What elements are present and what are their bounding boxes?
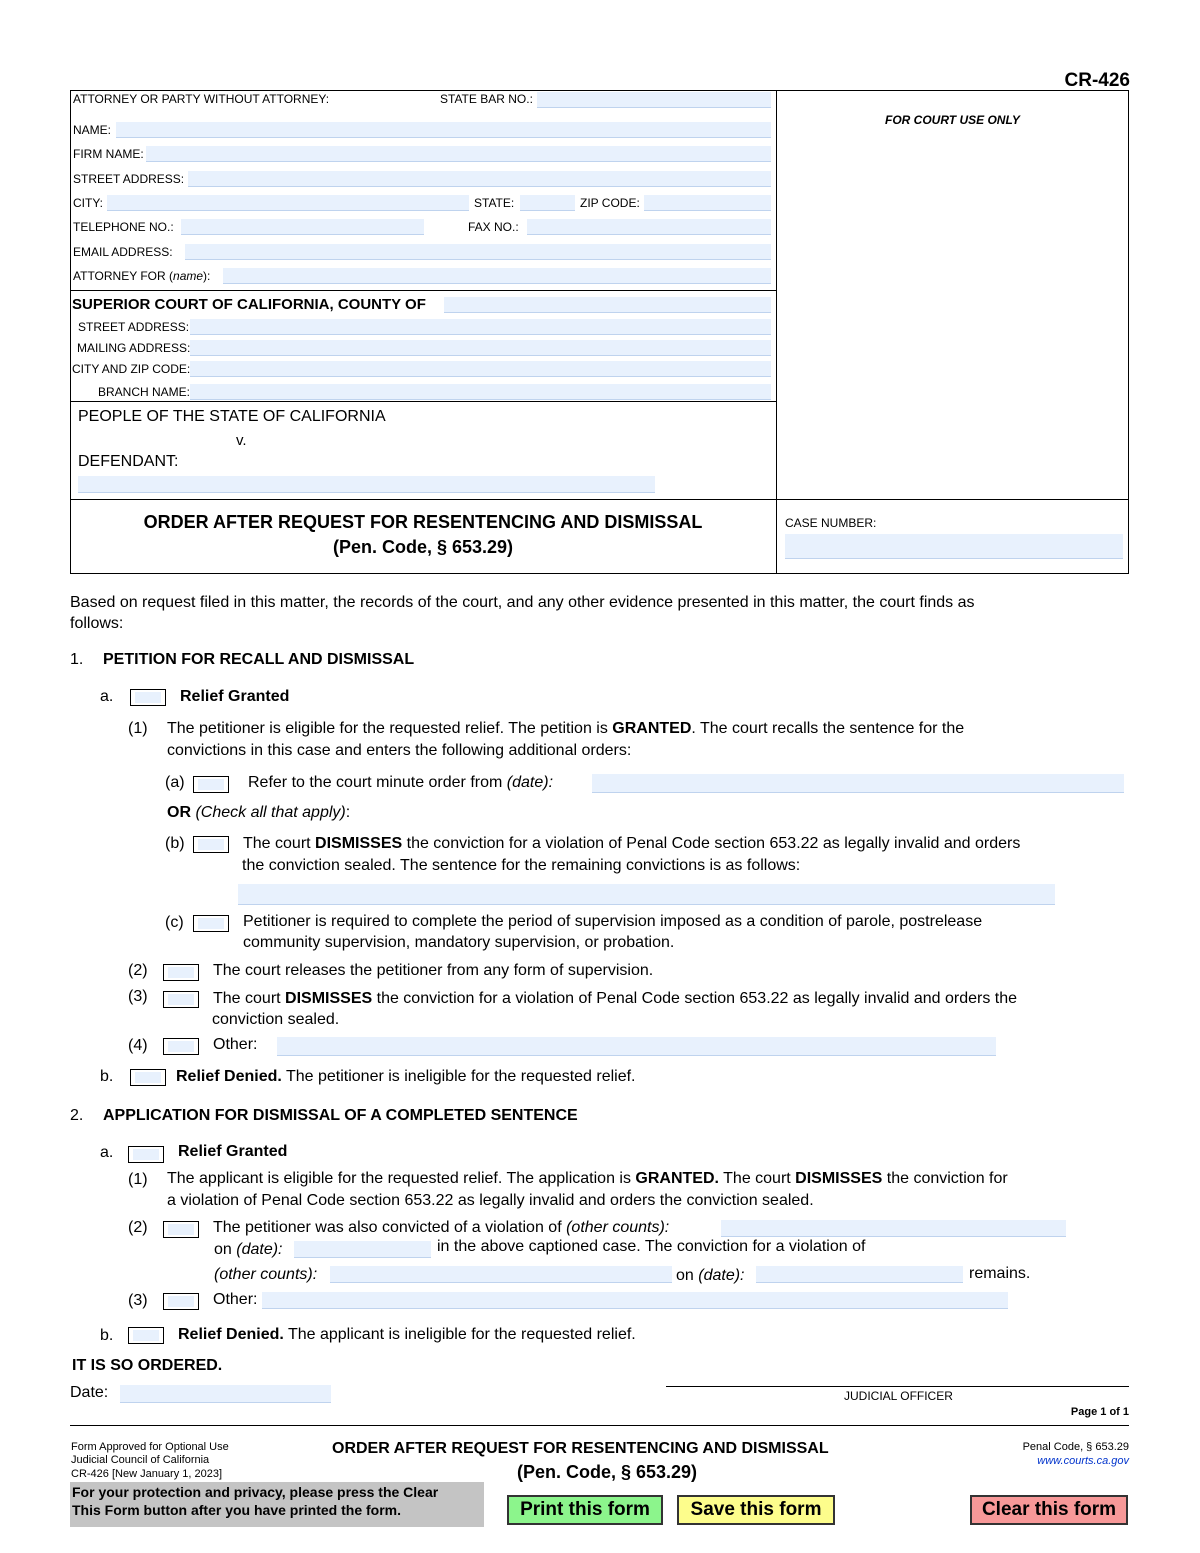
date-label: Date: — [70, 1384, 109, 1401]
s2-relief-granted-label: Relief Granted — [178, 1143, 288, 1160]
footer-left-1: Form Approved for Optional Use — [71, 1441, 229, 1453]
s2-p1-text: The applicant is eligible for the requested relief. The application is GRANTED. The court DISMISSES the conviction for — [167, 1170, 1008, 1187]
s2-other-counts-field[interactable] — [721, 1220, 1066, 1237]
footer-left-3: CR-426 [New January 1, 2023] — [71, 1468, 223, 1480]
attorney-label: ATTORNEY OR PARTY WITHOUT ATTORNEY: — [73, 92, 330, 106]
zip-label: ZIP CODE: — [580, 196, 640, 210]
phone-label: TELEPHONE NO.: — [73, 220, 174, 234]
county-field[interactable] — [444, 297, 771, 313]
s2-other-counts-2-label: (other counts): — [214, 1266, 318, 1283]
attorney-for-label: ATTORNEY FOR (name): — [73, 269, 211, 283]
street-field[interactable] — [188, 171, 771, 187]
s2-p1-text-2: a violation of Penal Code section 653.22 as legally invalid and orders the conviction sealed. — [167, 1192, 814, 1209]
street-label: STREET ADDRESS: — [73, 172, 185, 186]
versus-label: v. — [236, 432, 247, 449]
privacy-line-1: For your protection and privacy, please press the Clear — [72, 1484, 439, 1500]
s2-also-convicted-checkbox[interactable] — [163, 1221, 199, 1238]
form-id: CR-426 — [1064, 70, 1130, 91]
people-label: PEOPLE OF THE STATE OF CALIFORNIA — [78, 408, 386, 425]
clear-form-button[interactable]: Clear this form — [970, 1495, 1128, 1525]
fax-label: FAX NO.: — [468, 220, 519, 234]
doc-title: ORDER AFTER REQUEST FOR RESENTENCING AND DISMISSAL — [143, 512, 703, 532]
s2-on-date-2-text: on (date): — [676, 1267, 745, 1284]
state-label: STATE: — [474, 196, 515, 210]
s1-dismiss-sealed-text-2: conviction sealed. — [212, 1011, 340, 1028]
footer-subtitle: (Pen. Code, § 653.29) — [516, 1462, 698, 1482]
caption-divider — [776, 90, 777, 574]
s1-dismiss-text-2: the conviction sealed. The sentence for the remaining convictions is as follows: — [242, 857, 801, 874]
s2-b-letter: b. — [100, 1327, 114, 1344]
case-number-field[interactable] — [785, 534, 1123, 559]
city-field[interactable] — [107, 195, 469, 211]
intro-text: Based on request filed in this matter, the records of the court, and any other evidence presented in this matter, the court finds as — [70, 594, 975, 611]
court-branch-label: BRANCH NAME: — [98, 385, 191, 399]
s2-remains-text: remains. — [969, 1265, 1031, 1282]
case-number-label: CASE NUMBER: — [785, 516, 877, 530]
s1-dismiss-checkbox[interactable] — [193, 836, 229, 853]
page-number: Page 1 of 1 — [1070, 1406, 1129, 1418]
court-use-only: FOR COURT USE ONLY — [885, 113, 1020, 127]
s2-num: 2. — [70, 1107, 84, 1124]
name-label: NAME: — [73, 123, 112, 137]
zip-field[interactable] — [644, 195, 771, 211]
order-date-field[interactable] — [120, 1385, 331, 1403]
s2-date-field[interactable] — [294, 1241, 431, 1258]
s2-other-checkbox[interactable] — [163, 1293, 199, 1310]
s1-other-checkbox[interactable] — [163, 1038, 199, 1055]
signature-line — [666, 1386, 1129, 1387]
courts-link[interactable]: www.courts.ca.gov — [1037, 1455, 1129, 1467]
save-form-button[interactable]: Save this form — [677, 1495, 835, 1525]
s1-dismiss-text: The court DISMISSES the conviction for a violation of Penal Code section 653.22 as legally invalid and orders — [243, 835, 1021, 852]
s1-a-letter: a. — [100, 688, 114, 705]
s1-p1-num: (1) — [128, 720, 148, 737]
s1-b-sub-num: (b) — [165, 835, 185, 852]
doc-subtitle: (Pen. Code, § 653.29) — [332, 537, 514, 557]
s1-p2-num: (2) — [128, 962, 148, 979]
email-field[interactable] — [185, 244, 771, 260]
fax-field[interactable] — [527, 219, 771, 235]
footer-rule — [70, 1425, 1129, 1426]
s1-a-sub-num: (a) — [165, 774, 185, 791]
state-bar-field[interactable] — [537, 92, 771, 108]
s2-a-letter: a. — [100, 1144, 114, 1161]
court-branch-field[interactable] — [190, 384, 771, 400]
attorney-for-field[interactable] — [223, 268, 771, 284]
s2-p2-num: (2) — [128, 1219, 148, 1236]
s1-num: 1. — [70, 651, 84, 668]
s2-relief-granted-checkbox[interactable] — [128, 1146, 164, 1163]
s2-relief-denied-text: Relief Denied. The applicant is ineligible for the requested relief. — [178, 1326, 636, 1343]
it-is-so-ordered: IT IS SO ORDERED. — [72, 1357, 223, 1374]
firm-field[interactable] — [146, 146, 771, 162]
s1-relief-denied-checkbox[interactable] — [130, 1069, 166, 1086]
court-mailing-field[interactable] — [190, 340, 771, 356]
court-title: SUPERIOR COURT OF CALIFORNIA, COUNTY OF — [72, 296, 426, 313]
s1-heading: PETITION FOR RECALL AND DISMISSAL — [103, 651, 415, 668]
s1-p4-num: (4) — [128, 1037, 148, 1054]
state-bar-label: STATE BAR NO.: — [440, 92, 533, 106]
court-mailing-label: MAILING ADDRESS: — [77, 341, 191, 355]
s1-dismiss-sealed-text: The court DISMISSES the conviction for a violation of Penal Code section 653.22 as legally invalid and orders the — [213, 990, 1018, 1007]
s1-relief-granted-checkbox[interactable] — [130, 689, 166, 706]
judicial-officer-label: JUDICIAL OFFICER — [844, 1389, 953, 1403]
s2-relief-denied-checkbox[interactable] — [128, 1327, 164, 1344]
s1-other-field[interactable] — [277, 1037, 996, 1056]
s1-p1-text-2: convictions in this case and enters the following additional orders: — [167, 742, 632, 759]
phone-field[interactable] — [181, 219, 424, 235]
privacy-notice — [70, 1482, 484, 1527]
defendant-label: DEFENDANT: — [78, 453, 179, 470]
s2-on-date-text: on (date): — [214, 1241, 283, 1258]
s1-supervision-text-2: community supervision, mandatory supervision, or probation. — [243, 934, 675, 951]
s1-p3-num: (3) — [128, 988, 148, 1005]
s1-release-text: The court releases the petitioner from any form of supervision. — [213, 962, 654, 979]
s1-c-sub-num: (c) — [165, 914, 184, 931]
divider-title — [70, 499, 1129, 500]
s2-captioned-text: in the above captioned case. The conviction for a violation of — [437, 1238, 866, 1255]
privacy-line-2: This Form button after you have printed the form. — [72, 1502, 402, 1518]
court-cityzip-label: CITY AND ZIP CODE: — [72, 362, 191, 376]
s1-p1-text: The petitioner is eligible for the requested relief. The petition is GRANTED. The court recalls the sentence for the — [167, 720, 965, 737]
intro-text-2: follows: — [70, 615, 124, 632]
email-label: EMAIL ADDRESS: — [73, 245, 173, 259]
s1-b-letter: b. — [100, 1068, 114, 1085]
court-street-label: STREET ADDRESS: — [78, 320, 190, 334]
s2-other-field[interactable] — [262, 1292, 1008, 1309]
s1-relief-denied-text: Relief Denied. The petitioner is ineligible for the requested relief. — [176, 1068, 636, 1085]
footer-left-2: Judicial Council of California — [71, 1454, 210, 1466]
divider-court — [70, 290, 777, 291]
s2-other-counts-2-field[interactable] — [330, 1266, 672, 1283]
name-field[interactable] — [116, 122, 771, 138]
s1-release-checkbox[interactable] — [163, 964, 199, 981]
s1-other-label: Other: — [213, 1036, 258, 1053]
s1-minute-order-date-field[interactable] — [592, 774, 1124, 793]
s2-other-label: Other: — [213, 1291, 258, 1308]
s1-relief-granted-label: Relief Granted — [180, 688, 290, 705]
s1-minute-order-checkbox[interactable] — [193, 776, 229, 793]
footer-right-1: Penal Code, § 653.29 — [1022, 1441, 1129, 1453]
firm-label: FIRM NAME: — [73, 147, 144, 161]
defendant-field[interactable] — [78, 476, 655, 493]
state-field[interactable] — [520, 195, 575, 211]
court-cityzip-field[interactable] — [190, 361, 771, 377]
s1-remaining-sentence-field[interactable] — [238, 884, 1055, 905]
city-label: CITY: — [73, 196, 104, 210]
s2-date-2-field[interactable] — [756, 1266, 963, 1283]
s2-also-convicted-text: The petitioner was also convicted of a violation of (other counts): — [213, 1219, 670, 1236]
divider-parties — [70, 401, 777, 402]
s1-or-text: OR (Check all that apply): — [167, 804, 351, 821]
s1-supervision-text: Petitioner is required to complete the period of supervision imposed as a condition of parole, postrelease — [243, 913, 983, 930]
s2-p1-num: (1) — [128, 1171, 148, 1188]
print-form-button[interactable]: Print this form — [507, 1495, 663, 1525]
s2-heading: APPLICATION FOR DISMISSAL OF A COMPLETED SENTENCE — [103, 1107, 578, 1124]
footer-title: ORDER AFTER REQUEST FOR RESENTENCING AND DISMISSAL — [332, 1440, 829, 1457]
s1-dismiss-sealed-checkbox[interactable] — [163, 991, 199, 1008]
s2-p3-num: (3) — [128, 1292, 148, 1309]
s1-minute-order-text: Refer to the court minute order from (date): — [248, 774, 554, 791]
s1-supervision-checkbox[interactable] — [193, 915, 229, 932]
court-street-field[interactable] — [190, 319, 771, 335]
